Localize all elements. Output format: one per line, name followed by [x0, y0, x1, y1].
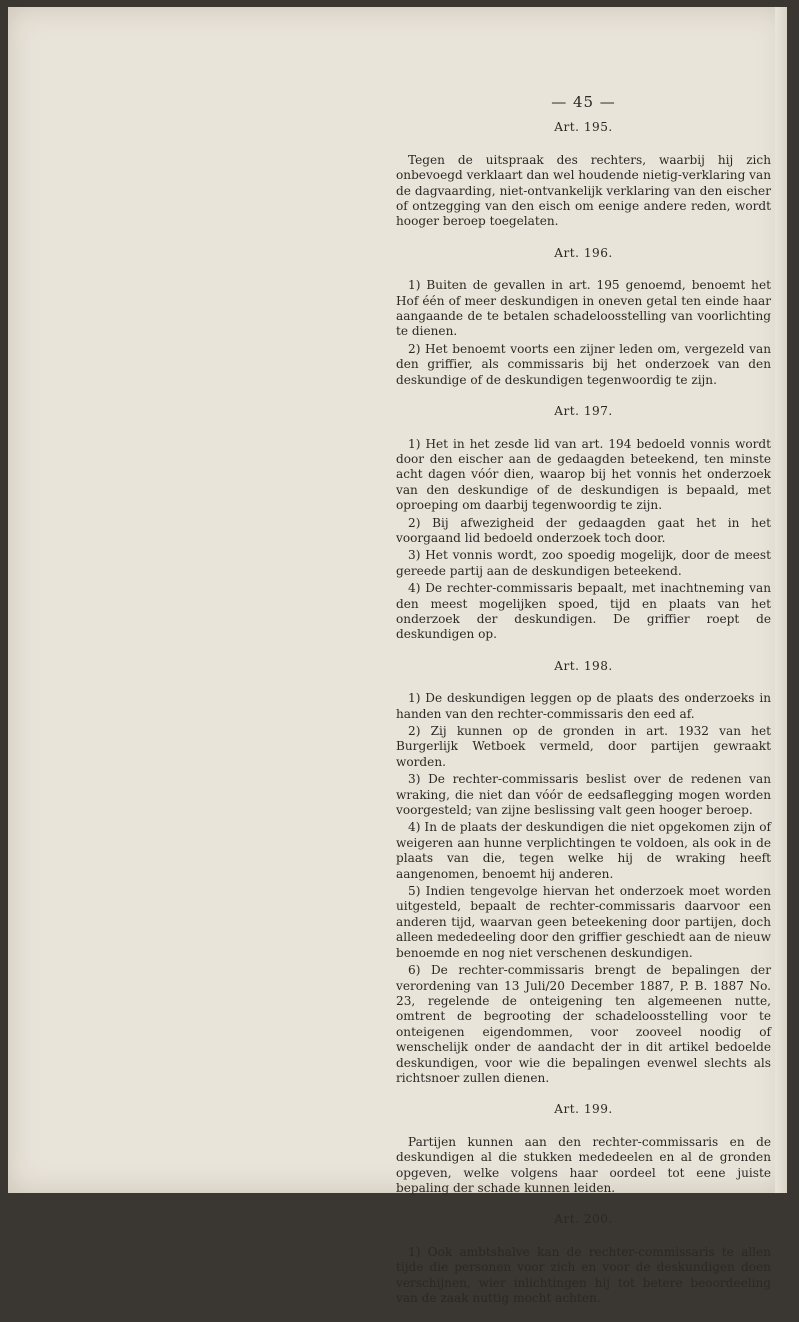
article-heading: Art. 199. [554, 1102, 613, 1117]
article-paragraph: 3) Het vonnis wordt, zoo spoedig mogelijk, door de meest gereede partij aan de deskundigen beteekend. [396, 548, 771, 578]
article-paragraph: 4) In de plaats der deskundigen die niet opgekomen zijn of weigeren aan hunne verplichtingen te voldoen, als ook in de plaats van die, tegen welke hij de wraking heeft aangenomen, benoemt hij anderen. [396, 820, 771, 881]
text-column [396, 95, 771, 1322]
article-196 [396, 246, 771, 388]
article-heading: Art. 198. [554, 658, 613, 673]
article-paragraph: 2) Het benoemt voorts een zijner leden om, vergezeld van den griffier, als commissaris bij het onderzoek van den deskundige of de deskundigen tegenwoordig te zijn. [396, 341, 771, 387]
article-198 [396, 659, 771, 1087]
article-paragraph: 2) Zij kunnen op de gronden in art. 1932 van het Burgerlijk Wetboek vermeld, door partijen gewraakt worden. [396, 724, 771, 769]
article-paragraph: 3) De rechter-commissaris beslist over de redenen van wraking, die niet dan vóór de eedsaflegging mogen worden voorgesteld; van zijne beslissing valt geen hooger beroep. [396, 772, 771, 818]
page-number: — 45 — [551, 93, 616, 111]
article-paragraph: 4) De rechter-commissaris bepaalt, met inachtneming van den meest mogelijken spoed, tijd en plaats van het onderzoek der deskundigen. De griffier roept de deskundigen op. [396, 581, 771, 642]
article-paragraph: 1) De deskundigen leggen op de plaats des onderzoeks in handen van den rechter-commissaris den eed af. [396, 691, 771, 721]
article-heading: Art. 197. [554, 404, 613, 419]
page-edge [775, 7, 787, 1193]
article-paragraph: 6) De rechter-commissaris brengt de bepalingen der verordening van 13 Juli/20 December 1887, P. B. 1887 No. 23, regelende de onteigening ten algemeenen nutte, omtrent de begrooting der schadeloosstelling voor te onteigenen eigendommen, voor zooveel noodig of wenschelijk onder de aandacht der in dit artikel bedoelde deskundigen, voor wie die bepalingen evenwel slechts als richtsnoer zullen dienen. [396, 963, 771, 1085]
article-paragraph: 2) Bij afwezigheid der gedaagden gaat het in het voorgaand lid bedoeld onderzoek toch door. [396, 515, 771, 545]
article-paragraph: Tegen de uitspraak des rechters, waarbij hij zich onbevoegd verklaart dan wel houdende nietig-verklaring van de dagvaarding, niet-ontvankelijk verklaring van den eischer of ontzegging van den eisch om eenige andere reden, wordt hooger beroep toegelaten. [396, 152, 771, 229]
document-page [8, 7, 787, 1305]
article-paragraph: 1) Buiten de gevallen in art. 195 genoemd, benoemt het Hof één of meer deskundigen in oneven getal ten einde haar aangaande de te betalen schadeloosstelling van voorlichting te dienen. [396, 278, 771, 339]
article-paragraph: 1) Het in het zesde lid van art. 194 bedoeld vonnis wordt door den eischer aan de gedaagden beteekend, ten minste acht dagen vóór dien, waarop bij het vonnis het onderzoek van den deskundige of de deskundigen is bepaald, met oproeping om daarbij tegenwoordig te zijn. [396, 436, 771, 513]
article-heading: Art. 200. [554, 1212, 613, 1227]
article-197 [396, 404, 771, 643]
article-heading: Art. 196. [554, 245, 613, 260]
article-199 [396, 1102, 771, 1196]
article-heading: Art. 195. [554, 120, 613, 135]
article-200 [396, 1212, 771, 1306]
article-paragraph: 5) Indien tengevolge hiervan het onderzoek moet worden uitgesteld, bepaalt de rechter-commissaris daarvoor een anderen tijd, waarvan geen beteekening door partijen, doch alleen mededeeling door den griffier geschiedt aan de nieuw benoemde en nog niet verschenen deskundigen. [396, 884, 771, 960]
article-195 [396, 120, 771, 229]
article-paragraph: Partijen kunnen aan den rechter-commissaris en de deskundigen al die stukken mededeelen en al de gronden opgeven, welke volgens haar oordeel tot eene juiste bepaling der schade kunnen leiden. [396, 1134, 771, 1195]
article-paragraph: 1) Ook ambtshalve kan de rechter-commissaris te allen tijde die personen voor zich en voor de deskundigen doen verschijnen, wier inlichtingen hij tot betere beoordeeling van de zaak nuttig mocht achten. [396, 1244, 771, 1305]
